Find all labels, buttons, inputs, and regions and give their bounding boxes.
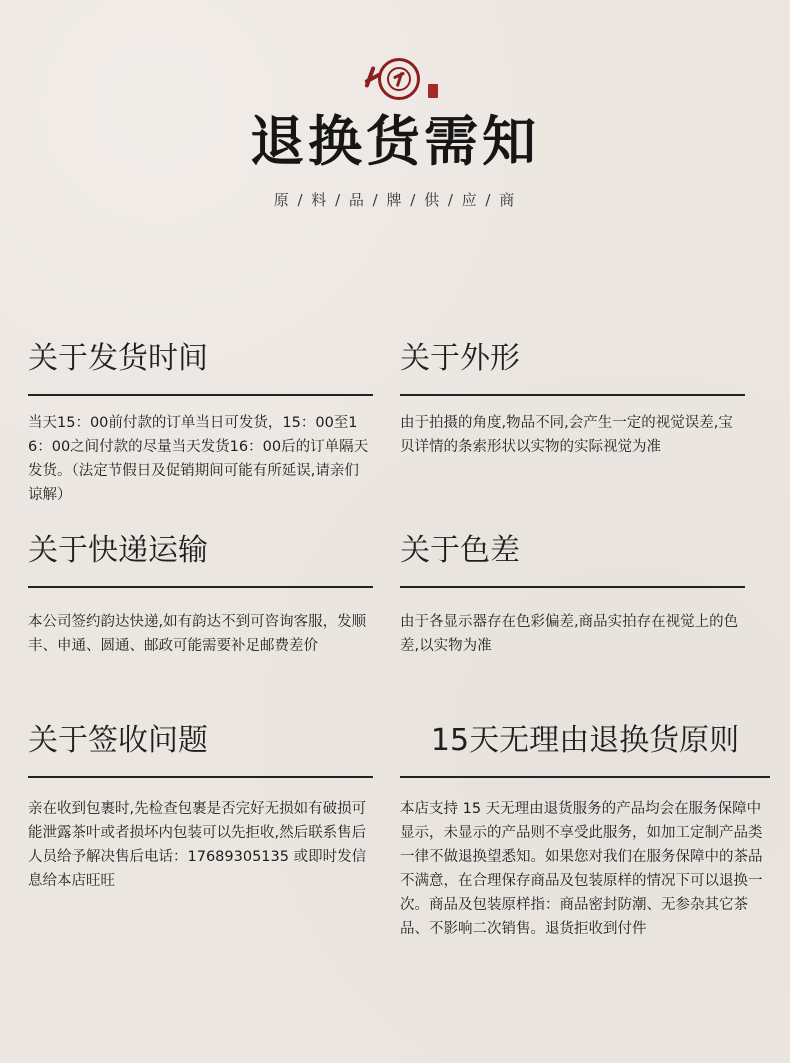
section-divider — [28, 586, 373, 588]
section-title: 关于发货时间 — [28, 341, 208, 376]
section-body — [28, 797, 373, 893]
section-title: 15天无理由退换货原则 — [430, 723, 740, 758]
section-body-text: 本店支持 15 天无理由退货服务的产品均会在服务保障中显示，未显示的产品则不享受此服务，如加工定制产品类一律不做退换望悉知。如果您对我们在服务保障中的茶品不满意，在合理保存商品及包装原样的情况下可以退换一次。商品及包装原样指：商品密封防潮、无参杂其它茶品、不影响二次销售。退货拒收到付件 — [400, 801, 763, 937]
page-title: 退换货需知 — [250, 109, 540, 173]
section-divider — [400, 394, 745, 396]
logo-mark-inner — [387, 67, 411, 91]
section-body-text: 由于拍摄的角度,物品不同,会产生一定的视觉误差,宝贝详情的条索形状以实物的实际视觉为准 — [400, 415, 733, 455]
section-body — [400, 411, 745, 459]
section-divider — [28, 394, 373, 396]
section-body-text: 亲在收到包裹时,先检查包裹是否完好无损如有破损可能泄露茶叶或者损坏内包装可以先拒收,然后联系售后人员给予解决售后电话：17689305135 或即时发信息给本店旺旺 — [28, 801, 367, 889]
section-title: 关于色差 — [400, 533, 520, 568]
section-title: 关于外形 — [400, 341, 520, 376]
page-subtitle: 原 / 料 / 品 / 牌 / 供 / 应 / 商 — [273, 191, 517, 209]
section-divider — [28, 776, 373, 778]
section-divider — [400, 586, 745, 588]
brand-logo — [362, 52, 440, 108]
section-divider — [400, 776, 770, 778]
section-body — [400, 797, 770, 941]
section-body-text: 由于各显示器存在色彩偏差,商品实拍存在视觉上的色差,以实物为准 — [400, 614, 739, 654]
section-title: 关于签收问题 — [28, 723, 208, 758]
logo-circle — [378, 58, 420, 100]
logo-seal — [428, 84, 438, 98]
section-title: 关于快递运输 — [28, 533, 208, 568]
section-body — [400, 610, 745, 658]
section-body-text: 本公司签约韵达快递,如有韵达不到可咨询客服，发顺丰、申通、圆通、邮政可能需要补足邮费差价 — [28, 614, 367, 654]
section-body-text: 当天15：00前付款的订单当日可发货，15：00至16：00之间付款的尽量当天发货16：00后的订单隔天发货。（法定节假日及促销期间可能有所延误,请亲们谅解） — [28, 415, 369, 503]
section-body — [28, 610, 373, 658]
section-body — [28, 411, 373, 507]
